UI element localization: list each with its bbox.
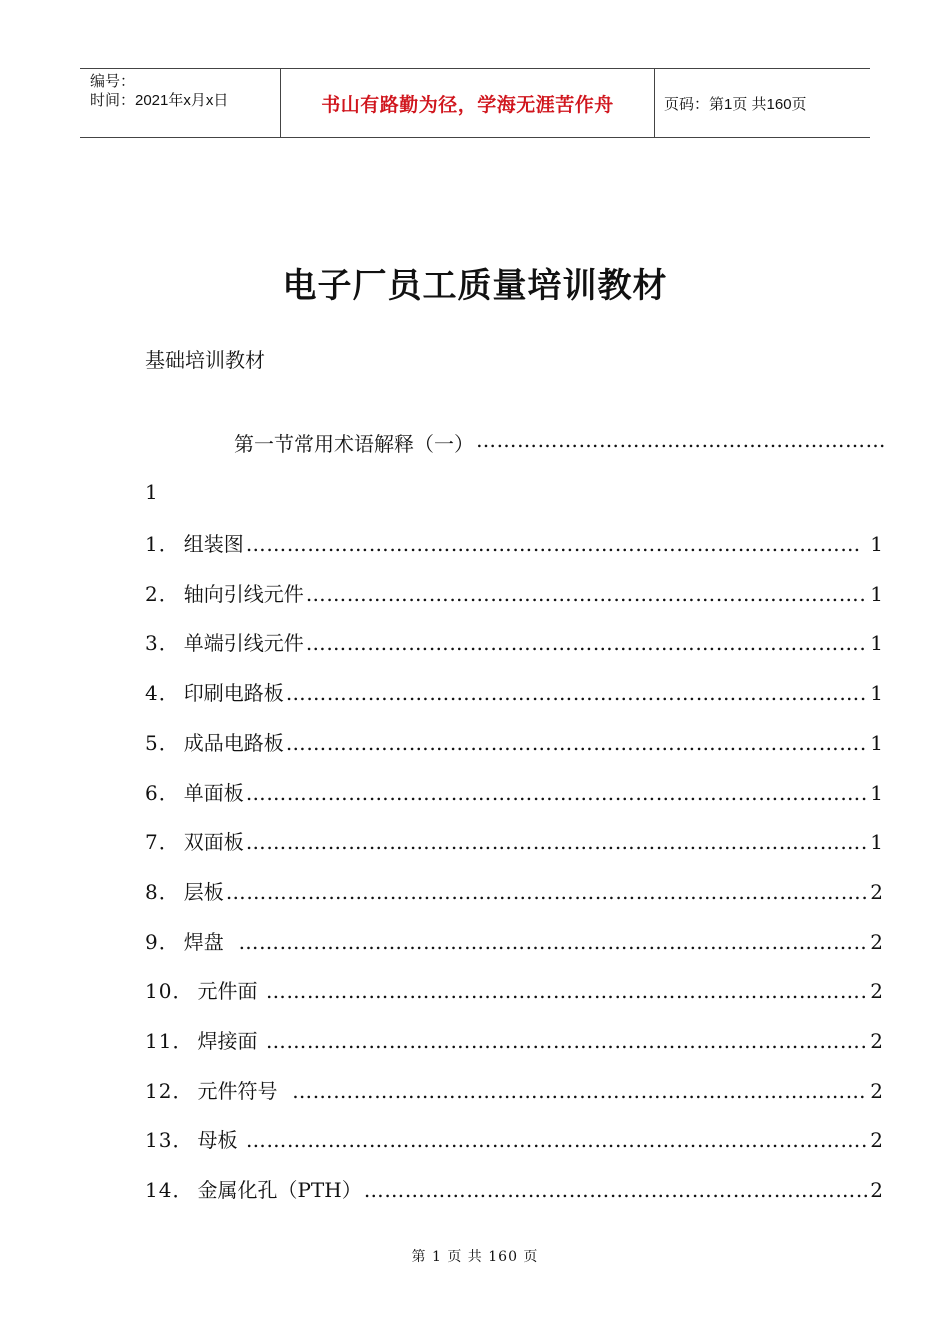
toc-leader-dots	[244, 830, 869, 854]
toc-leader-dots	[284, 731, 869, 755]
document-code-label: 编号：	[90, 73, 136, 90]
toc-leader-dots	[244, 781, 869, 805]
toc-entry-number: 14．	[145, 1178, 194, 1203]
toc-entry-label: 印刷电路板	[183, 681, 284, 706]
header-page-cell	[655, 69, 870, 137]
toc-entry-label: 组装图	[183, 532, 244, 556]
toc-leader-dots	[264, 1029, 868, 1053]
toc-entry-page: 1	[870, 631, 883, 656]
toc-section-page: 1	[145, 480, 158, 504]
toc-entry-page: 1	[870, 830, 883, 855]
toc-entry[interactable]	[145, 677, 883, 707]
toc-entry-page: 1	[863, 532, 883, 556]
toc-leader-dots	[244, 532, 862, 556]
toc-entry-label: 单面板	[183, 780, 244, 805]
toc-entry-number: 5．	[145, 730, 180, 755]
toc-entry[interactable]	[145, 727, 883, 757]
toc-entry-number: 13．	[145, 1128, 194, 1153]
toc-entry-number: 8．	[145, 879, 180, 904]
toc-section-heading[interactable]	[234, 428, 884, 458]
toc-entry-label: 元件面	[197, 979, 264, 1004]
toc-entry-number: 3．	[145, 631, 180, 656]
toc-entry[interactable]	[145, 926, 883, 956]
header-motto-cell	[281, 69, 655, 137]
toc-leader-dots	[284, 681, 869, 705]
toc-leader-dots	[290, 1079, 868, 1103]
toc-entry[interactable]	[145, 876, 883, 906]
toc-entry-page: 2	[870, 1078, 883, 1103]
toc-entry-number: 1．	[145, 532, 180, 556]
toc-entry-label: 母板	[197, 1128, 244, 1153]
toc-entry[interactable]	[145, 528, 883, 558]
page-footer: 第 1 页 共 160 页	[411, 1249, 539, 1265]
toc-leader-dots	[236, 930, 868, 954]
toc-entry-page: 1	[870, 581, 883, 606]
toc-entry-number: 11．	[145, 1029, 194, 1053]
toc-entry-label: 金属化孔（PTH）	[197, 1178, 362, 1203]
toc-entry-page: 2	[870, 929, 883, 954]
toc-entry-label: 成品电路板	[183, 730, 284, 755]
toc-entry-label: 焊接面	[197, 1029, 264, 1053]
toc-entry[interactable]	[145, 1124, 883, 1154]
toc-leader-dots	[474, 428, 884, 458]
toc-entry-page: 2	[870, 979, 883, 1004]
toc-entry-label: 单端引线元件	[183, 631, 304, 656]
toc-section-label: 第一节常用术语解释（一）	[234, 432, 474, 456]
toc-entry-number: 7．	[145, 830, 180, 855]
toc-leader-dots	[362, 1178, 869, 1202]
toc-leader-dots	[304, 582, 869, 606]
toc-entry-page: 2	[870, 1029, 883, 1053]
toc-entry[interactable]	[145, 1025, 883, 1055]
toc-entry-label: 双面板	[183, 830, 244, 855]
toc-entry-number: 2．	[145, 581, 180, 606]
toc-entry-label: 层板	[183, 879, 224, 904]
document-title: 电子厂员工质量培训教材	[282, 266, 668, 306]
toc-leader-dots	[304, 631, 869, 655]
toc-entry-label: 元件符号	[197, 1078, 291, 1103]
toc-entry[interactable]	[145, 578, 883, 608]
header-motto: 书山有路勤为径，学海无涯苦作舟	[321, 93, 614, 116]
toc-entry[interactable]	[145, 1174, 883, 1204]
toc-leader-dots	[224, 880, 869, 904]
toc-entry-page: 1	[870, 780, 883, 805]
toc-entry-page: 1	[870, 681, 883, 706]
toc-entry[interactable]	[145, 1075, 883, 1105]
toc-entry-number: 6．	[145, 780, 180, 805]
toc-entry[interactable]	[145, 777, 883, 807]
toc-leader-dots	[244, 1128, 868, 1152]
header-page-info: 页码：第1页 共160页	[664, 95, 807, 113]
document-subtitle: 基础培训教材	[145, 348, 265, 372]
toc-entry-page: 2	[870, 1128, 883, 1153]
toc-entry-page: 2	[870, 879, 883, 904]
toc-entry-page: 1	[870, 730, 883, 755]
toc-entry-number: 12．	[145, 1078, 194, 1103]
document-date: 时间：2021年x月x日	[90, 92, 229, 109]
toc-entry[interactable]	[145, 975, 883, 1005]
toc-entry[interactable]	[145, 627, 883, 657]
toc-entry-number: 10．	[145, 979, 194, 1004]
toc-entry[interactable]	[145, 826, 883, 856]
page-header-table	[80, 68, 870, 138]
toc-entry-label: 焊盘	[183, 929, 237, 954]
toc-entry-page: 2	[870, 1178, 883, 1203]
toc-entry-number: 9．	[145, 929, 180, 954]
header-meta-cell	[80, 69, 281, 137]
toc-entry-number: 4．	[145, 681, 180, 706]
toc-leader-dots	[264, 979, 868, 1003]
toc-entry-label: 轴向引线元件	[183, 581, 304, 606]
